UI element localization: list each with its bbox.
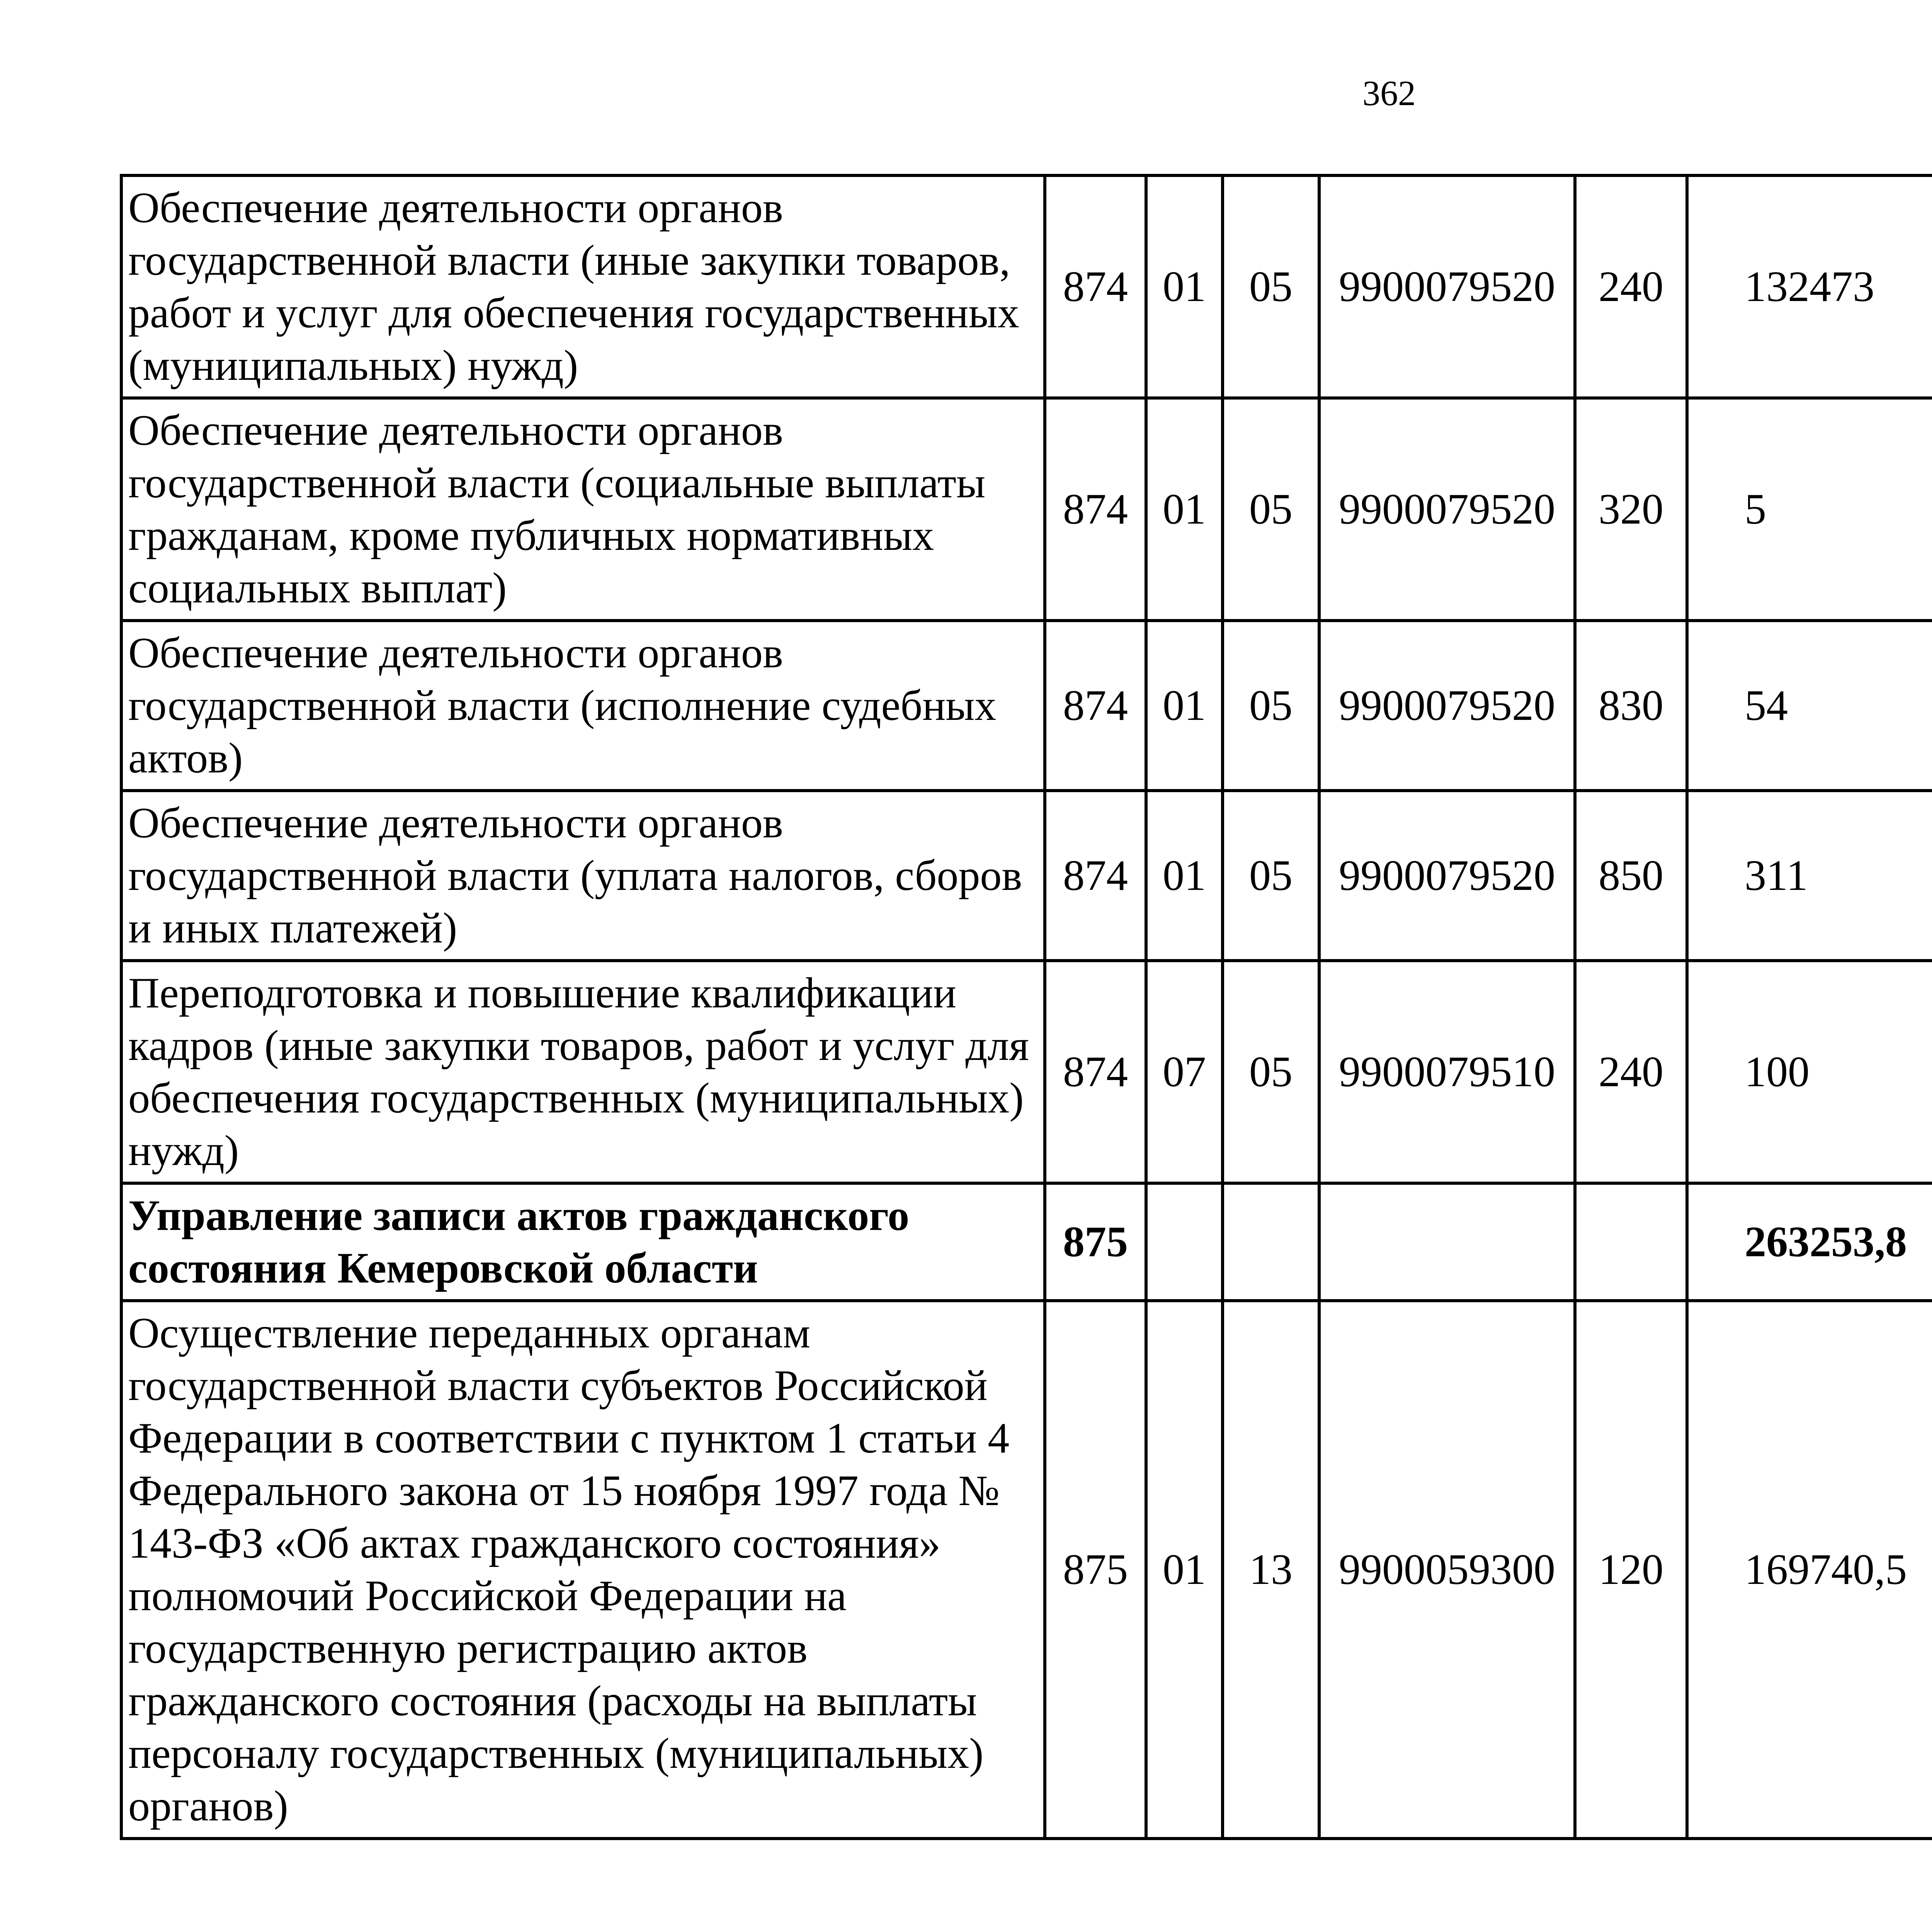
amount-year-1-cell: 100 bbox=[1687, 961, 1932, 1183]
ministry-code-cell: 874 bbox=[1045, 621, 1146, 791]
description-cell: Управление записи актов гражданского состояния Кемеровской области bbox=[121, 1183, 1045, 1301]
target-code-cell bbox=[1319, 1183, 1575, 1301]
table-row bbox=[121, 1301, 1932, 1839]
target-code-cell: 9900059300 bbox=[1319, 1301, 1575, 1839]
table-row-department-total bbox=[121, 1183, 1932, 1301]
subsection-code-cell: 05 bbox=[1223, 791, 1319, 961]
page-number: 362 bbox=[1362, 73, 1416, 113]
budget-table bbox=[120, 174, 1932, 1840]
section-code-cell: 01 bbox=[1146, 1301, 1223, 1839]
description-cell: Обеспечение деятельности органов государственной власти (социальные выплаты гражданам, кроме публичных нормативных социальных выплат) bbox=[121, 398, 1045, 621]
amount-year-1-cell: 54 bbox=[1687, 621, 1932, 791]
amount-year-1-cell: 132473 bbox=[1687, 175, 1932, 398]
table-row bbox=[121, 175, 1932, 398]
target-code-cell: 9900079520 bbox=[1319, 398, 1575, 621]
target-code-cell: 9900079520 bbox=[1319, 621, 1575, 791]
expense-type-cell: 320 bbox=[1575, 398, 1687, 621]
amount-year-1-cell: 169740,5 bbox=[1687, 1301, 1932, 1839]
subsection-code-cell: 05 bbox=[1223, 398, 1319, 621]
table-row bbox=[121, 791, 1932, 961]
amount-year-1-cell: 263253,8 bbox=[1687, 1183, 1932, 1301]
subsection-code-cell: 05 bbox=[1223, 961, 1319, 1183]
expense-type-cell: 830 bbox=[1575, 621, 1687, 791]
section-code-cell: 01 bbox=[1146, 621, 1223, 791]
ministry-code-cell: 874 bbox=[1045, 175, 1146, 398]
expense-type-cell: 240 bbox=[1575, 961, 1687, 1183]
target-code-cell: 9900079510 bbox=[1319, 961, 1575, 1183]
ministry-code-cell: 874 bbox=[1045, 791, 1146, 961]
ministry-code-cell: 874 bbox=[1045, 398, 1146, 621]
subsection-code-cell: 05 bbox=[1223, 175, 1319, 398]
ministry-code-cell: 874 bbox=[1045, 961, 1146, 1183]
section-code-cell: 01 bbox=[1146, 175, 1223, 398]
description-cell: Осуществление переданных органам государственной власти субъектов Российской Федерации в соответствии с пунктом 1 статьи 4 Федерального закона от 15 ноября 1997 года № 143-ФЗ «Об актах гражданского состояния» полномочий Российской Федерации на государственную регистрацию актов гражданского состояния (расходы на выплаты персоналу государственных (муниципальных) органов) bbox=[121, 1301, 1045, 1839]
table-row bbox=[121, 621, 1932, 791]
section-code-cell: 07 bbox=[1146, 961, 1223, 1183]
section-code-cell: 01 bbox=[1146, 791, 1223, 961]
target-code-cell: 9900079520 bbox=[1319, 791, 1575, 961]
table-row bbox=[121, 398, 1932, 621]
description-cell: Обеспечение деятельности органов государственной власти (иные закупки товаров, работ и услуг для обеспечения государственных (муниципальных) нужд) bbox=[121, 175, 1045, 398]
subsection-code-cell bbox=[1223, 1183, 1319, 1301]
expense-type-cell: 850 bbox=[1575, 791, 1687, 961]
ministry-code-cell: 875 bbox=[1045, 1183, 1146, 1301]
description-cell: Переподготовка и повышение квалификации кадров (иные закупки товаров, работ и услуг для обеспечения государственных (муниципальных) нужд) bbox=[121, 961, 1045, 1183]
description-cell: Обеспечение деятельности органов государственной власти (уплата налогов, сборов и иных платежей) bbox=[121, 791, 1045, 961]
amount-year-1-cell: 5 bbox=[1687, 398, 1932, 621]
description-cell: Обеспечение деятельности органов государственной власти (исполнение судебных актов) bbox=[121, 621, 1045, 791]
table-row bbox=[121, 961, 1932, 1183]
amount-year-1-cell: 311 bbox=[1687, 791, 1932, 961]
section-code-cell: 01 bbox=[1146, 398, 1223, 621]
expense-type-cell: 240 bbox=[1575, 175, 1687, 398]
ministry-code-cell: 875 bbox=[1045, 1301, 1146, 1839]
target-code-cell: 9900079520 bbox=[1319, 175, 1575, 398]
subsection-code-cell: 05 bbox=[1223, 621, 1319, 791]
expense-type-cell bbox=[1575, 1183, 1687, 1301]
expense-type-cell: 120 bbox=[1575, 1301, 1687, 1839]
subsection-code-cell: 13 bbox=[1223, 1301, 1319, 1839]
section-code-cell bbox=[1146, 1183, 1223, 1301]
